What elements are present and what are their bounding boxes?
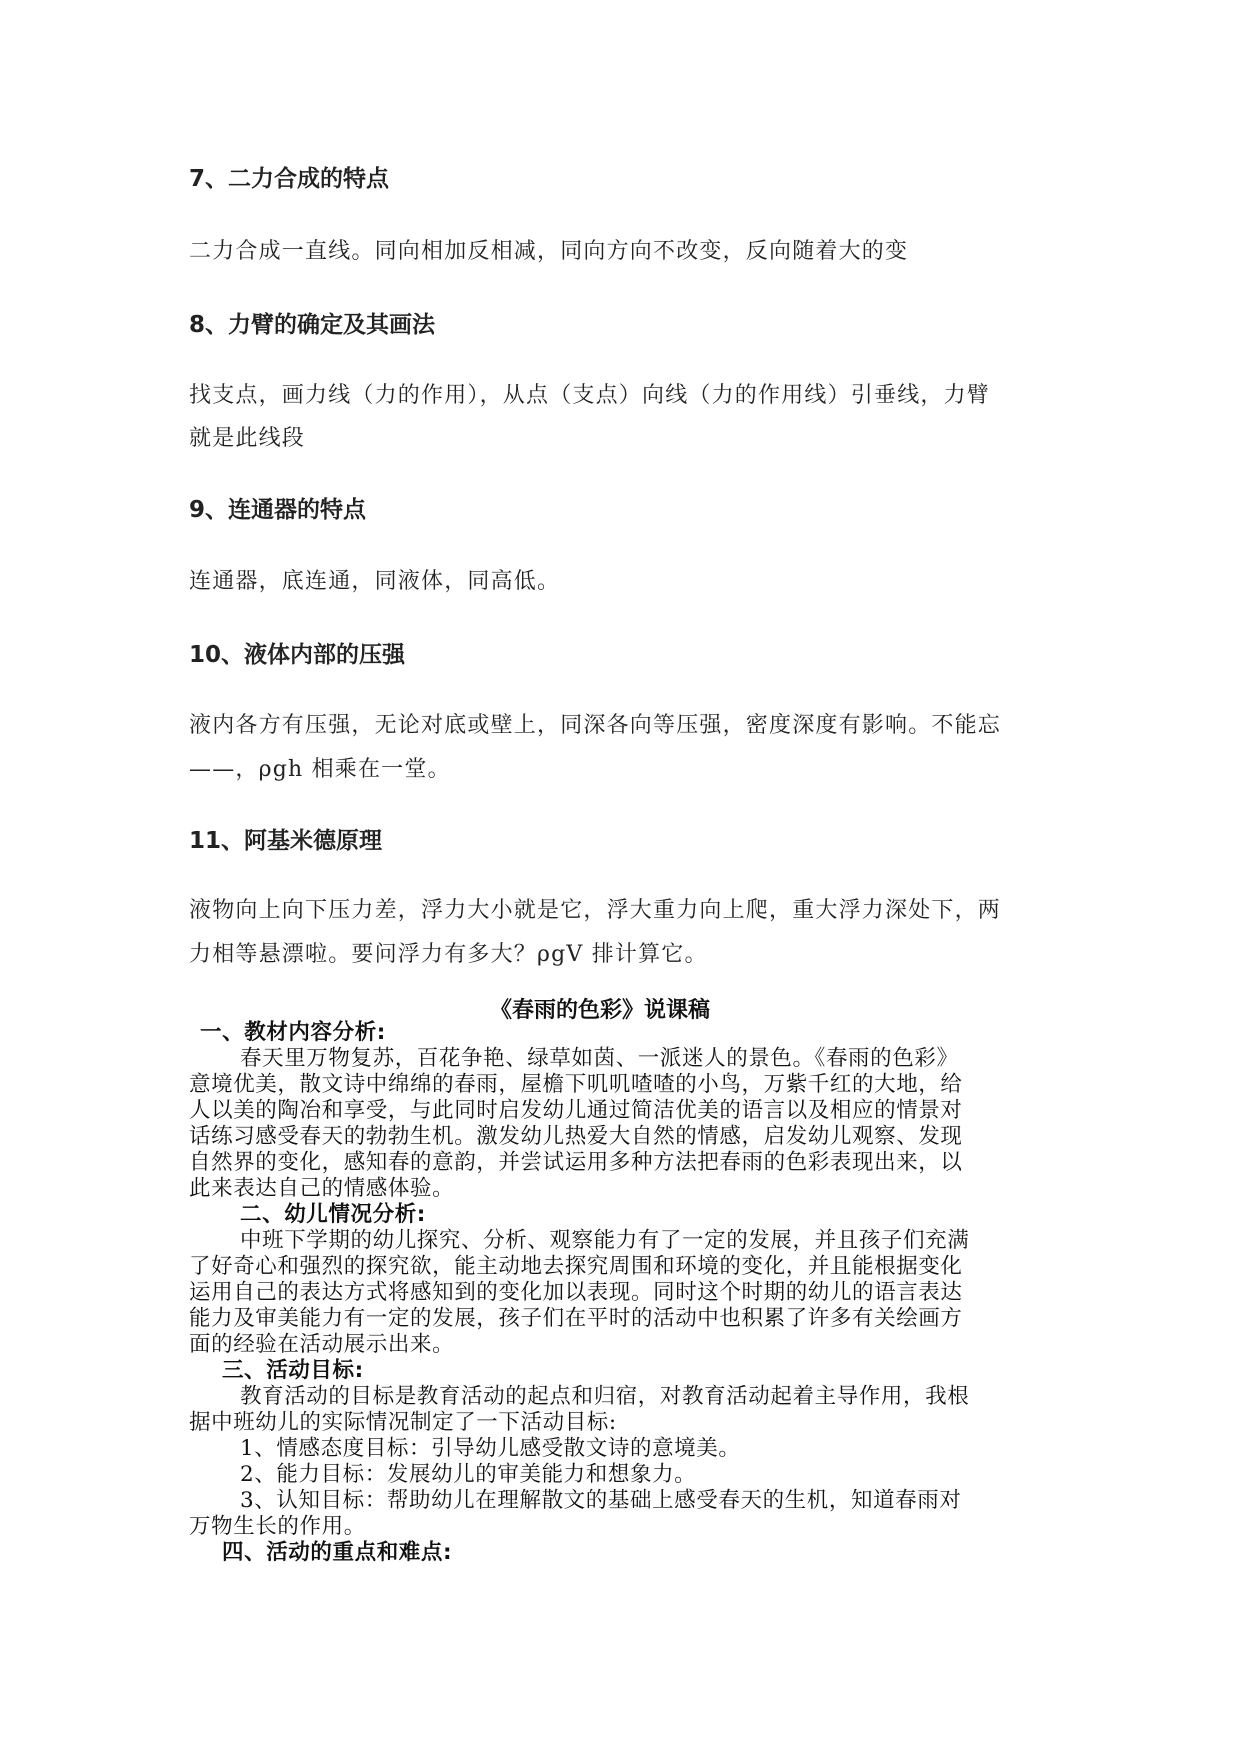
- lesson-section-4-heading: 四、活动的重点和难点:: [222, 1540, 453, 1565]
- lesson-section-1-line-1: 春天里万物复苏，百花争艳、绿草如茵、一派迷人的景色。《春雨的色彩》: [240, 1046, 959, 1071]
- lesson-section-1-heading: 一、教材内容分析:: [200, 1020, 386, 1045]
- lesson-section-3-line-1: 教育活动的目标是教育活动的起点和归宿，对教育活动起着主导作用，我根: [240, 1384, 970, 1409]
- lesson-goal-2: 2、能力目标：发展幼儿的审美能力和想象力。: [240, 1462, 697, 1487]
- section-9-line-1: 连通器，底连通，同液体，同高低。: [189, 569, 561, 594]
- section-10-line-1: 液内各方有压强，无论对底或壁上，同深各向等压强，密度深度有影响。不能忘: [189, 713, 1002, 738]
- lesson-section-1-line-3: 人以美的陶冶和享受，与此同时启发幼儿通过简洁优美的语言以及相应的情景对: [189, 1098, 963, 1123]
- section-heading-8: 8、力臂的确定及其画法: [189, 312, 436, 338]
- section-11-line-1: 液物向上向下压力差，浮力大小就是它，浮大重力向上爬，重大浮力深处下，两: [189, 898, 1002, 923]
- lesson-goal-1: 1、情感态度目标：引导幼儿感受散文诗的意境美。: [240, 1436, 741, 1461]
- lesson-section-2-heading: 二、幼儿情况分析:: [240, 1202, 426, 1227]
- section-11-line-2: 力相等悬漂啦。要问浮力有多大？ρgV 排计算它。: [189, 942, 708, 967]
- lesson-goal-3: 3、认知目标：帮助幼儿在理解散文的基础上感受春天的生机，知道春雨对: [240, 1488, 962, 1513]
- lesson-section-2-line-2: 了好奇心和强烈的探究欲，能主动地去探究周围和环境的变化，并且能根据变化: [189, 1254, 963, 1279]
- section-8-line-1: 找支点，画力线（力的作用），从点（支点）向线（力的作用线）引垂线，力臂: [189, 383, 991, 408]
- section-8-line-2: 就是此线段: [189, 426, 306, 451]
- section-heading-11: 11、阿基米德原理: [189, 828, 383, 854]
- lesson-section-1-line-6: 此来表达自己的情感体验。: [189, 1176, 455, 1201]
- lesson-section-2-line-5: 面的经验在活动展示出来。: [189, 1332, 455, 1357]
- lesson-section-3-heading: 三、活动目标:: [222, 1358, 364, 1383]
- lesson-section-2-line-4: 能力及审美能力有一定的发展，孩子们在平时的活动中也积累了许多有关绘画方: [189, 1306, 963, 1331]
- section-heading-7: 7、二力合成的特点: [189, 166, 390, 192]
- lesson-section-1-line-4: 话练习感受春天的勃勃生机。激发幼儿热爱大自然的情感，启发幼儿观察、发现: [189, 1124, 963, 1149]
- lesson-section-3-line-2: 据中班幼儿的实际情况制定了一下活动目标:: [189, 1410, 617, 1435]
- section-10-line-2: ——，ρgh 相乘在一堂。: [189, 757, 451, 782]
- section-heading-9: 9、连通器的特点: [189, 497, 367, 523]
- lesson-section-1-line-5: 自然界的变化，感知春的意韵，并尝试运用多种方法把春雨的色彩表现出来，以: [189, 1150, 963, 1175]
- section-heading-10: 10、液体内部的压强: [189, 642, 406, 668]
- lesson-goal-3-continued: 万物生长的作用。: [189, 1514, 366, 1539]
- section-7-line-1: 二力合成一直线。同向相加反相减，同向方向不改变，反向随着大的变: [189, 239, 909, 264]
- lesson-section-2-line-3: 运用自己的表达方式将感知到的变化加以表现。同时这个时期的幼儿的语言表达: [189, 1280, 963, 1305]
- lesson-section-2-line-1: 中班下学期的幼儿探究、分析、观察能力有了一定的发展，并且孩子们充满: [240, 1228, 970, 1253]
- lesson-title: 《春雨的色彩》说课稿: [490, 998, 711, 1023]
- lesson-section-1-line-2: 意境优美，散文诗中绵绵的春雨，屋檐下叽叽喳喳的小鸟，万紫千红的大地，给: [189, 1072, 963, 1097]
